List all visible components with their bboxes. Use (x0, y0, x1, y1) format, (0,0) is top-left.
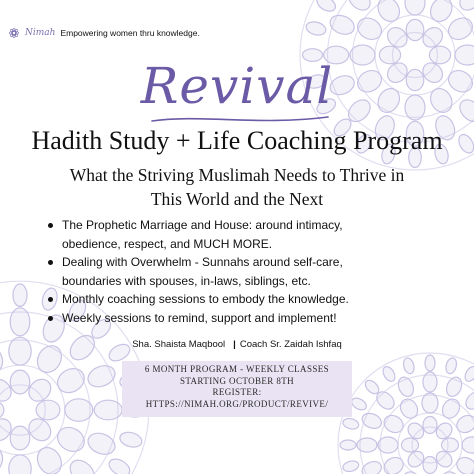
program-title: Hadith Study + Life Coaching Program (31, 126, 443, 155)
list-item (48, 254, 448, 272)
list-item (48, 310, 448, 328)
title-swash (150, 112, 330, 126)
list-item-text: obedience, respect, and MUCH MORE. (62, 236, 273, 251)
bullet-icon (48, 316, 53, 321)
subtitle-line: This World and the Next (150, 189, 324, 209)
info-line: STARTING OCTOBER 8TH (179, 375, 295, 386)
subtitle (30, 163, 444, 211)
credits (0, 339, 474, 350)
list-item-text: Dealing with Overwhelm - Sunnahs around self-care, (62, 255, 343, 269)
speaker-name: Sha. Shaista Maqbool (132, 339, 226, 350)
list-item (48, 217, 448, 235)
credits-separator: | (233, 339, 236, 350)
flower-logo-icon (6, 25, 22, 41)
list-item-text: The Prophetic Marriage and House: around intimacy, (62, 218, 343, 232)
info-line: REGISTER: (212, 387, 262, 397)
bullet-icon (48, 223, 53, 228)
bullet-icon (48, 260, 53, 265)
subtitle-line: What the Striving Muslimah Needs to Thrive in (69, 165, 405, 185)
script-title: Revival (140, 57, 334, 115)
feature-list (48, 217, 448, 328)
list-item-text: Weekly sessions to remind, support and implement! (62, 310, 337, 325)
coach-name: Coach Sr. Zaidah Ishfaq (239, 339, 342, 350)
registration-link[interactable]: HTTPS://NIMAH.ORG/PRODUCT/REVIVE/ (145, 398, 329, 409)
list-item (48, 291, 448, 309)
list-item-text: Monthly coaching sessions to embody the knowledge. (62, 292, 349, 306)
brand-header (6, 25, 200, 41)
info-line: 6 MONTH PROGRAM - WEEKLY CLASSES (144, 364, 330, 374)
bullet-icon (48, 297, 53, 302)
list-item-continuation (48, 236, 448, 254)
list-item-text: boundaries with spouses, in-laws, siblings, etc. (62, 273, 311, 288)
brand-name: Nimah (25, 28, 56, 38)
brand-tagline: Empowering women thru knowledge. (60, 28, 200, 38)
list-item-continuation (48, 273, 448, 291)
program-info-box (122, 361, 352, 417)
